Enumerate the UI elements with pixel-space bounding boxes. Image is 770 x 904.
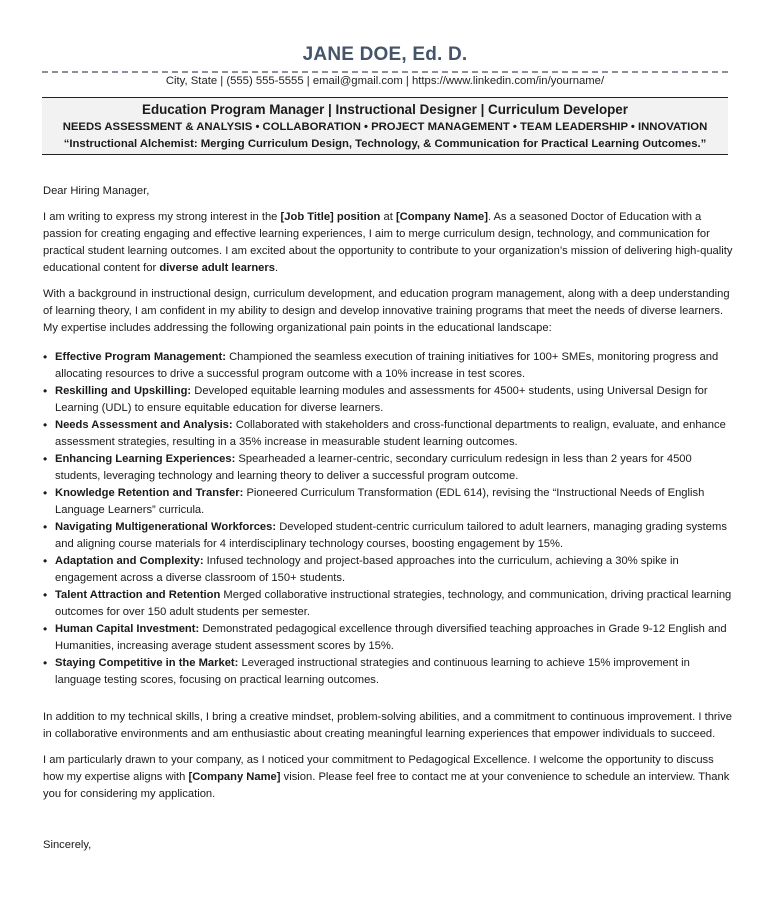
point-label: Staying Competitive in the Market:	[55, 657, 239, 669]
point-label: Enhancing Learning Experiences:	[55, 453, 236, 465]
closing-text: I am particularly drawn to your company, as I noticed your commitment to Pedagogical Excellence. I welcome the opportunity to discuss how my expertise aligns with	[43, 754, 714, 783]
headline-tagline: “Instructional Alchemist: Merging Curriculum Design, Technology, & Communication for Practical Learning Outcomes.”	[63, 138, 707, 150]
point-text: Pioneered Curriculum Transformation (EDL 614), revising the “Instructional Needs of English Language Learners” curricula.	[55, 487, 705, 516]
intro-text: I am writing to express my strong interest in the	[43, 211, 281, 223]
signoff: Sincerely,	[43, 839, 92, 851]
list-item	[43, 485, 733, 519]
point-text: Merged collaborative instructional strategies, technology, and communication, driving practical learning outcomes for over 150 adult students per semester.	[55, 589, 732, 618]
skills-paragraph: In addition to my technical skills, I bring a creative mindset, problem-solving abilities, and a commitment to continuous improvement. I thrive in collaborative environments and am enthusiastic about creating meaningful learning experiences that empower individuals to succeed.	[43, 711, 732, 740]
point-label: Knowledge Retention and Transfer:	[55, 487, 244, 499]
list-item	[43, 349, 733, 383]
contact-line: City, State | (555) 555-5555 | email@gmail.com | https://www.linkedin.com/in/yourname/	[165, 75, 605, 87]
salutation: Dear Hiring Manager,	[43, 185, 150, 197]
headline-box	[42, 97, 728, 155]
dashed-divider	[42, 71, 728, 73]
list-item	[43, 519, 733, 553]
list-item	[43, 655, 733, 689]
job-title-placeholder: [Job Title] position	[280, 211, 381, 223]
intro-emphasis: diverse adult learners	[159, 262, 275, 274]
point-text: Developed equitable learning modules and assessments for 4500+ students, using Universal Design for Learning (UDL) to ensure equitable education for diverse learners.	[55, 385, 708, 414]
point-text: Infused technology and project-based approaches into the curriculum, achieving a 30% spike in engagement across a diverse classroom of 150+ students.	[55, 555, 679, 584]
headline-titles: Education Program Manager | Instructional Designer | Curriculum Developer	[142, 102, 628, 117]
intro-text: . As a seasoned Doctor of Education with a passion for creating engaging and effective learning experiences, I aim to merge curriculum design, technology, and communication for practical student learning outcomes. I am excited about the opportunity to contribute to your organization’s mission of delivering high-quality educational content for	[43, 211, 733, 274]
list-item	[43, 417, 733, 451]
point-text: Demonstrated pedagogical excellence through diversified teaching approaches in Grade 9-12 English and Humanities, increasing average student assessment scores by 15%.	[55, 623, 727, 652]
point-label: Navigating Multigenerational Workforces:	[55, 521, 277, 533]
point-label: Needs Assessment and Analysis:	[55, 419, 233, 431]
point-label: Human Capital Investment:	[55, 623, 200, 635]
point-label: Adaptation and Complexity:	[55, 555, 204, 567]
list-item	[43, 451, 733, 485]
list-item	[43, 553, 733, 587]
headline-skills: NEEDS ASSESSMENT & ANALYSIS • COLLABORATION • PROJECT MANAGEMENT • TEAM LEADERSHIP • INNOVATION	[62, 121, 708, 133]
intro-text: at	[380, 211, 396, 223]
background-paragraph: With a background in instructional design, curriculum development, and education program management, along with a deep understanding of learning theory, I am confident in my ability to design and develop innovative training programs that meet the needs of diverse learners. My expertise includes addressing the following organizational pain points in the educational landscape:	[43, 288, 730, 334]
intro-paragraph	[43, 209, 733, 277]
company-name-placeholder: [Company Name]	[188, 771, 281, 783]
pain-points-list	[43, 349, 733, 689]
point-text: Collaborated with stakeholders and cross-functional departments to realign, evaluate, and enhance assessment strategies, resulting in a 35% increase in measurable student learning outcomes.	[55, 419, 726, 448]
list-item	[43, 587, 733, 621]
list-item	[43, 621, 733, 655]
point-label: Effective Program Management:	[55, 351, 226, 363]
point-label: Reskilling and Upskilling:	[55, 385, 192, 397]
point-label: Talent Attraction and Retention	[55, 589, 221, 601]
intro-text: .	[274, 262, 279, 274]
point-text: Spearheaded a learner-centric, secondary curriculum redesign in less than 2 years for 4500 students, leveraging technology and learning theory to deliver a successful program outcome.	[55, 453, 692, 482]
company-name-placeholder: [Company Name]	[395, 211, 488, 223]
point-text: Developed student-centric curriculum tailored to adult learners, managing grading systems and aligning course materials for 4 interdisciplinary technology courses, boosting engagement by 15%.	[55, 521, 727, 550]
applicant-name: JANE DOE, Ed. D.	[302, 44, 468, 65]
closing-paragraph	[43, 752, 733, 803]
point-text: Leveraged instructional strategies and continuous learning to achieve 15% improvement in language testing scores, focusing on practical learning outcomes.	[55, 657, 690, 686]
list-item	[43, 383, 733, 417]
point-text: Championed the seamless execution of training initiatives for 100+ SMEs, monitoring progress and allocating resources to drive a successful program outcome with a 10% increase in test scores.	[55, 351, 719, 380]
letter-body	[43, 183, 733, 863]
closing-text: vision. Please feel free to contact me at your convenience to schedule an interview. Thank you for considering my application.	[43, 771, 730, 800]
